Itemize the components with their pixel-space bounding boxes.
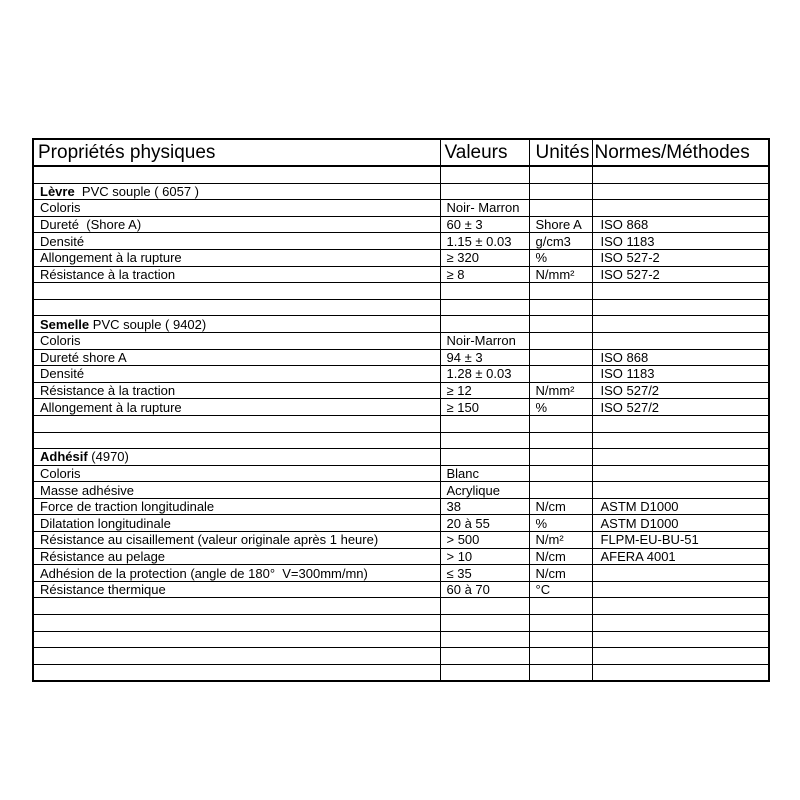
blank-row [34,283,768,300]
property-cell: Densité [34,366,440,383]
section-row [34,316,768,333]
table-row [34,349,768,366]
value-cell: ≤ 35 [440,565,529,582]
table-row [34,515,768,532]
blank-row [34,664,768,680]
unit-cell [529,332,592,349]
empty-cell [529,283,592,300]
blank-row [34,631,768,648]
empty-cell [529,183,592,200]
property-cell: Adhésion de la protection (angle de 180° V=300mm/mn) [34,565,440,582]
empty-cell [440,299,529,316]
norm-cell: ASTM D1000 [592,498,768,515]
property-cell: Dureté (Shore A) [34,216,440,233]
value-cell: 1.28 ± 0.03 [440,366,529,383]
empty-cell [592,316,768,333]
norm-cell [592,200,768,217]
unit-cell: N/cm [529,565,592,582]
blank-row [34,432,768,449]
value-cell: 38 [440,498,529,515]
value-cell: ≥ 8 [440,266,529,283]
norm-cell [592,465,768,482]
unit-cell: °C [529,581,592,598]
empty-cell [529,166,592,183]
empty-cell [529,648,592,665]
norm-cell: FLPM-EU-BU-51 [592,532,768,549]
empty-cell [592,449,768,466]
empty-cell [529,299,592,316]
property-cell: Coloris [34,200,440,217]
empty-cell [34,432,440,449]
empty-cell [440,415,529,432]
norm-cell: ISO 527/2 [592,399,768,416]
empty-cell [592,415,768,432]
header-row [34,140,768,166]
header-value: Valeurs [440,140,529,166]
section-title-detail: PVC souple ( 6057 ) [74,183,199,199]
empty-cell [34,664,440,680]
section-title [34,316,440,333]
section-row [34,449,768,466]
empty-cell [34,166,440,183]
empty-cell [440,316,529,333]
empty-cell [592,631,768,648]
table-row [34,548,768,565]
empty-cell [592,615,768,632]
property-cell: Résistance au pelage [34,548,440,565]
norm-cell: ISO 868 [592,349,768,366]
unit-cell: g/cm3 [529,233,592,250]
section-title-detail: PVC souple ( 9402) [89,316,207,332]
section-title-detail: (4970) [87,449,129,465]
empty-cell [529,631,592,648]
empty-cell [440,615,529,632]
empty-cell [34,415,440,432]
value-cell: 94 ± 3 [440,349,529,366]
empty-cell [529,415,592,432]
empty-cell [440,449,529,466]
norm-cell: ASTM D1000 [592,515,768,532]
section-title [34,183,440,200]
norm-cell: AFERA 4001 [592,548,768,565]
value-cell: > 10 [440,548,529,565]
table-row [34,498,768,515]
empty-cell [592,283,768,300]
table-row [34,482,768,499]
value-cell: Blanc [440,465,529,482]
unit-cell [529,366,592,383]
empty-cell [592,432,768,449]
value-cell: 60 ± 3 [440,216,529,233]
table-row [34,266,768,283]
norm-cell: ISO 527-2 [592,266,768,283]
norm-cell: ISO 868 [592,216,768,233]
empty-cell [34,299,440,316]
empty-cell [529,316,592,333]
unit-cell: % [529,515,592,532]
blank-row [34,598,768,615]
unit-cell [529,200,592,217]
property-cell: Coloris [34,332,440,349]
blank-row [34,166,768,183]
properties-table [34,140,768,680]
unit-cell [529,482,592,499]
norm-cell: ISO 527/2 [592,382,768,399]
header-property: Propriétés physiques [34,140,440,166]
empty-cell [529,449,592,466]
empty-cell [34,598,440,615]
empty-cell [34,648,440,665]
norm-cell: ISO 1183 [592,366,768,383]
table-row [34,200,768,217]
empty-cell [34,283,440,300]
empty-cell [592,183,768,200]
empty-cell [440,432,529,449]
table-row [34,581,768,598]
value-cell: Acrylique [440,482,529,499]
empty-cell [440,631,529,648]
header-unit: Unités [529,140,592,166]
norm-cell [592,332,768,349]
table-row [34,382,768,399]
unit-cell: N/m² [529,532,592,549]
empty-cell [34,615,440,632]
unit-cell: N/mm² [529,266,592,283]
empty-cell [440,598,529,615]
value-cell: 60 à 70 [440,581,529,598]
table-row [34,332,768,349]
header-norm: Normes/Méthodes [592,140,768,166]
value-cell: ≥ 320 [440,249,529,266]
empty-cell [529,615,592,632]
value-cell: 1.15 ± 0.03 [440,233,529,250]
norm-cell [592,581,768,598]
norm-cell [592,565,768,582]
empty-cell [592,664,768,680]
norm-cell: ISO 1183 [592,233,768,250]
empty-cell [440,664,529,680]
blank-row [34,648,768,665]
value-cell: 20 à 55 [440,515,529,532]
property-cell: Dureté shore A [34,349,440,366]
section-title-bold: Adhésif [40,449,88,465]
empty-cell [440,283,529,300]
unit-cell: N/mm² [529,382,592,399]
table-row [34,233,768,250]
norm-cell: ISO 527-2 [592,249,768,266]
property-cell: Résistance thermique [34,581,440,598]
section-title-bold: Lèvre [40,183,75,199]
unit-cell [529,465,592,482]
norm-cell [592,482,768,499]
empty-cell [440,166,529,183]
table-row [34,399,768,416]
table-row [34,366,768,383]
unit-cell: Shore A [529,216,592,233]
empty-cell [529,664,592,680]
unit-cell: N/cm [529,548,592,565]
value-cell: > 500 [440,532,529,549]
property-cell: Masse adhésive [34,482,440,499]
property-cell: Dilatation longitudinale [34,515,440,532]
empty-cell [592,166,768,183]
property-cell: Allongement à la rupture [34,399,440,416]
table-row [34,216,768,233]
table-row [34,249,768,266]
value-cell: ≥ 12 [440,382,529,399]
empty-cell [440,183,529,200]
empty-cell [529,598,592,615]
table-body [34,166,768,680]
table-row [34,465,768,482]
blank-row [34,615,768,632]
property-cell: Densité [34,233,440,250]
blank-row [34,299,768,316]
blank-row [34,415,768,432]
property-cell: Résistance à la traction [34,382,440,399]
property-cell: Allongement à la rupture [34,249,440,266]
section-title-bold: Semelle [40,316,90,332]
unit-cell: % [529,249,592,266]
property-cell: Force de traction longitudinale [34,498,440,515]
empty-cell [592,598,768,615]
value-cell: ≥ 150 [440,399,529,416]
empty-cell [592,648,768,665]
empty-cell [529,432,592,449]
table-row [34,565,768,582]
unit-cell: N/cm [529,498,592,515]
unit-cell [529,349,592,366]
property-cell: Résistance au cisaillement (valeur originale après 1 heure) [34,532,440,549]
empty-cell [592,299,768,316]
value-cell: Noir- Marron [440,200,529,217]
property-cell: Coloris [34,465,440,482]
value-cell: Noir-Marron [440,332,529,349]
section-row [34,183,768,200]
empty-cell [34,631,440,648]
section-title [34,449,440,466]
unit-cell: % [529,399,592,416]
properties-sheet [32,138,770,682]
table-row [34,532,768,549]
empty-cell [440,648,529,665]
property-cell: Résistance à la traction [34,266,440,283]
